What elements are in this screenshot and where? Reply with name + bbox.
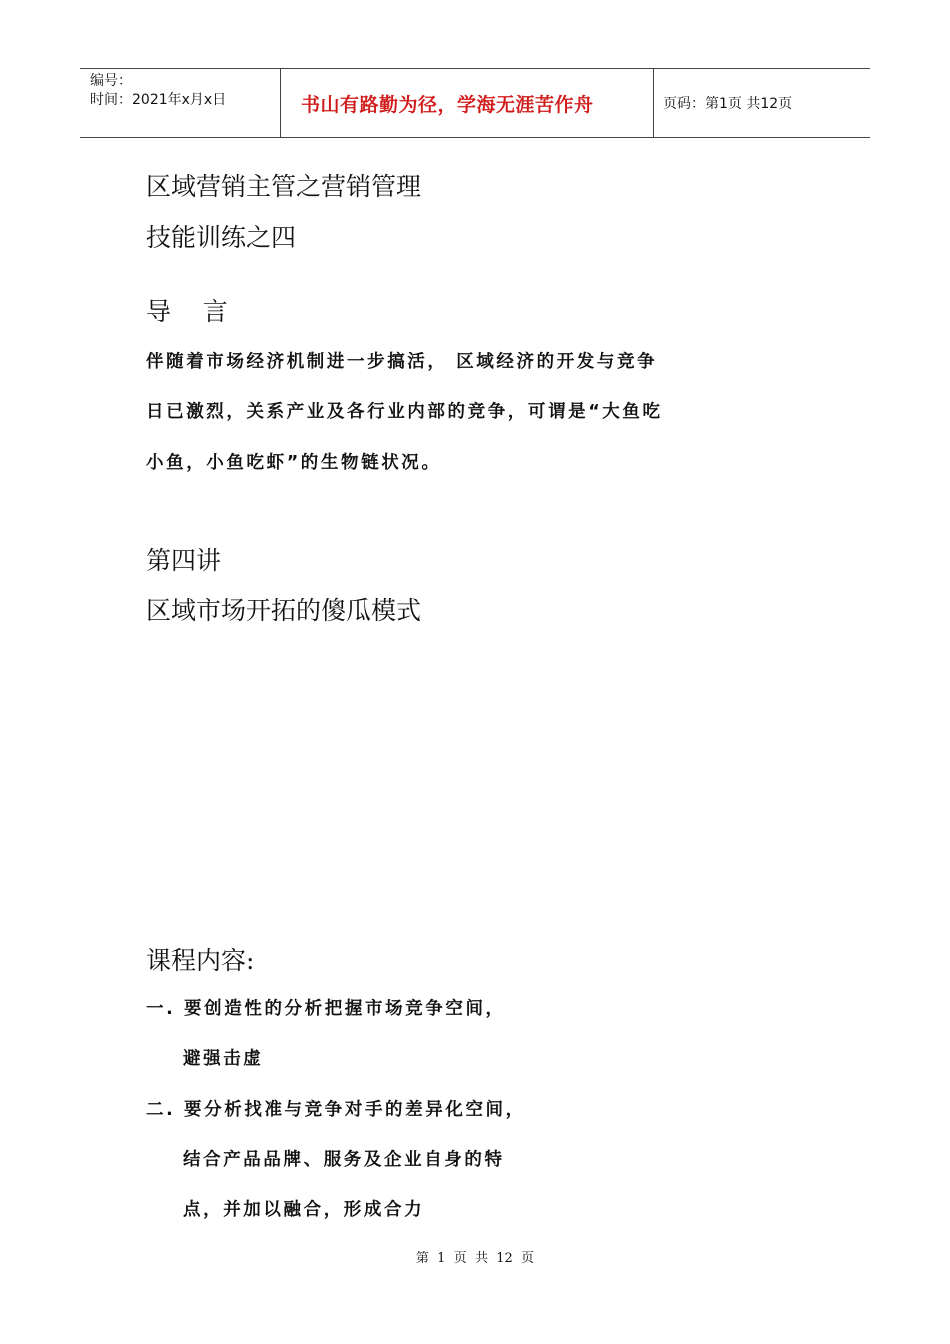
header-page-cell (654, 69, 870, 137)
lecture-title: 区域市场开拓的傻瓜模式 (146, 596, 422, 625)
motto-text: 书山有路勤为径，学海无涯苦作舟 (301, 93, 594, 116)
header-motto-cell (281, 69, 654, 137)
intro-line-1: 伴随着市场经济机制进一步搞活， 区域经济的开发与竞争 (146, 352, 658, 372)
title-line-2: 技能训练之四 (146, 223, 297, 252)
course-item-2-cont-2: 点，并加以融合，形成合力 (183, 1200, 425, 1220)
course-item-1-cont: 避强击虚 (183, 1049, 264, 1069)
course-item-1: 一. 要创造性的分析把握市场竞争空间， (146, 999, 506, 1019)
intro-heading: 导 言 (146, 297, 228, 326)
course-heading: 课程内容: (146, 946, 255, 975)
intro-line-2: 日已激烈，关系产业及各行业内部的竞争，可谓是“大鱼吃 (146, 402, 663, 422)
page-header (80, 68, 870, 138)
time-label: 时间：2021年x月x日 (90, 92, 227, 108)
course-item-2-cont-1: 结合产品品牌、服务及企业自身的特 (183, 1150, 505, 1170)
page-footer: 第 1 页 共 12 页 (415, 1251, 535, 1266)
header-left-cell (80, 69, 281, 137)
course-item-2: 二. 要分析找准与竞争对手的差异化空间， (146, 1100, 526, 1120)
code-label: 编号： (90, 73, 132, 89)
lecture-number: 第四讲 (146, 546, 222, 575)
page-info: 页码：第1页 共12页 (663, 96, 793, 112)
title-line-1: 区域营销主管之营销管理 (146, 172, 422, 201)
intro-line-3: 小鱼，小鱼吃虾”的生物链状况。 (146, 453, 442, 473)
